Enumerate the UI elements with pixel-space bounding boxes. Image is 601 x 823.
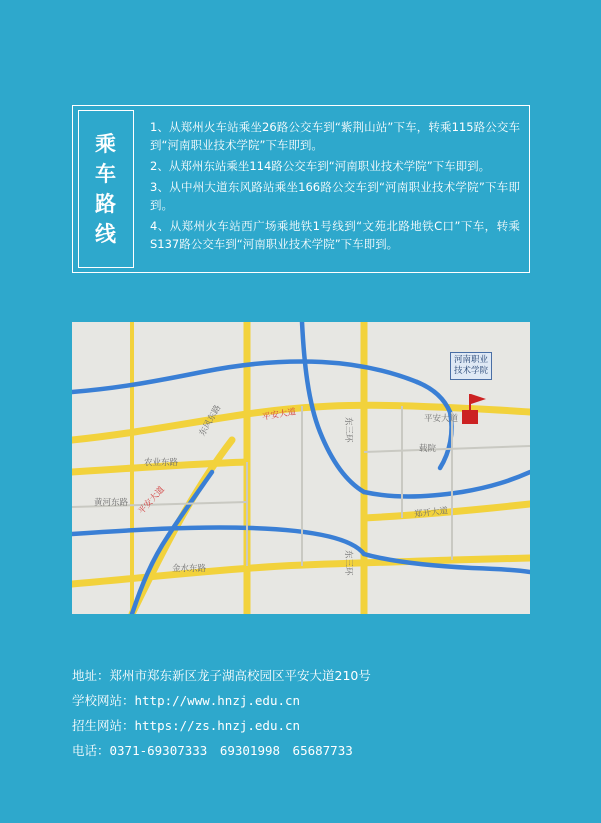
contact-block [72,663,532,763]
map-label-huanghe-east-road: 黄河东路 [94,498,129,508]
map-label-zhengkai-avenue: 郑开大道 [413,505,449,521]
contact-address: 地址：郑州市郑东新区龙子湖高校园区平安大道210号 [72,668,371,683]
map-label-nongye-east-road: 农业东路 [144,458,179,468]
map-label-pingan-avenue-mid: 平安大道 [261,407,297,423]
school-callout-line1: 河南职业 [454,355,489,365]
contact-phone: 电话：0371-69307333 69301998 65687733 [72,743,353,758]
route-item: 1、从郑州火车站乘坐26路公交车到“紫荆山站”下车，转乘115路公交车到“河南职业技术学院”下车即到。 [150,120,520,152]
route-item: 2、从郑州东站乘坐114路公交车到“河南职业技术学院”下车即到。 [150,159,491,173]
route-item: 3、从中州大道东风路站乘坐166路公交车到“河南职业技术学院”下车即到。 [150,180,520,212]
route-title-char-4: 线 [95,222,117,246]
map-label-east-third-ring-north: 东三环 [343,417,353,443]
map-label-pingan-avenue-west: 平安大道 [136,484,167,517]
map-label-zaiyuan: 载院 [419,444,437,454]
map-label-jinshui-east-road: 金水东路 [172,564,207,574]
map-label-pingan-east: 平安大道 [424,414,459,424]
map-label-east-third-ring-south: 东三环 [343,550,353,576]
campus-location-map [72,322,530,614]
school-callout-line2: 技术学院 [454,366,489,376]
contact-admission-website[interactable]: 招生网站：https://zs.hnzj.edu.cn [72,718,301,733]
route-title-char-1: 乘 [95,132,117,156]
route-title-badge [78,110,134,268]
route-list [150,118,520,256]
route-title-char-3: 路 [95,192,117,216]
map-label-dongfeng-east-road: 东风东路 [197,403,224,438]
route-title-char-2: 车 [95,162,117,186]
route-item: 4、从郑州火车站西广场乘地铁1号线到“文苑北路地铁C口”下车，转乘S137路公交车到“河南职业技术学院”下车即到。 [150,219,520,251]
contact-school-website[interactable]: 学校网站：http://www.hnzj.edu.cn [72,693,301,708]
school-callout [450,352,492,380]
